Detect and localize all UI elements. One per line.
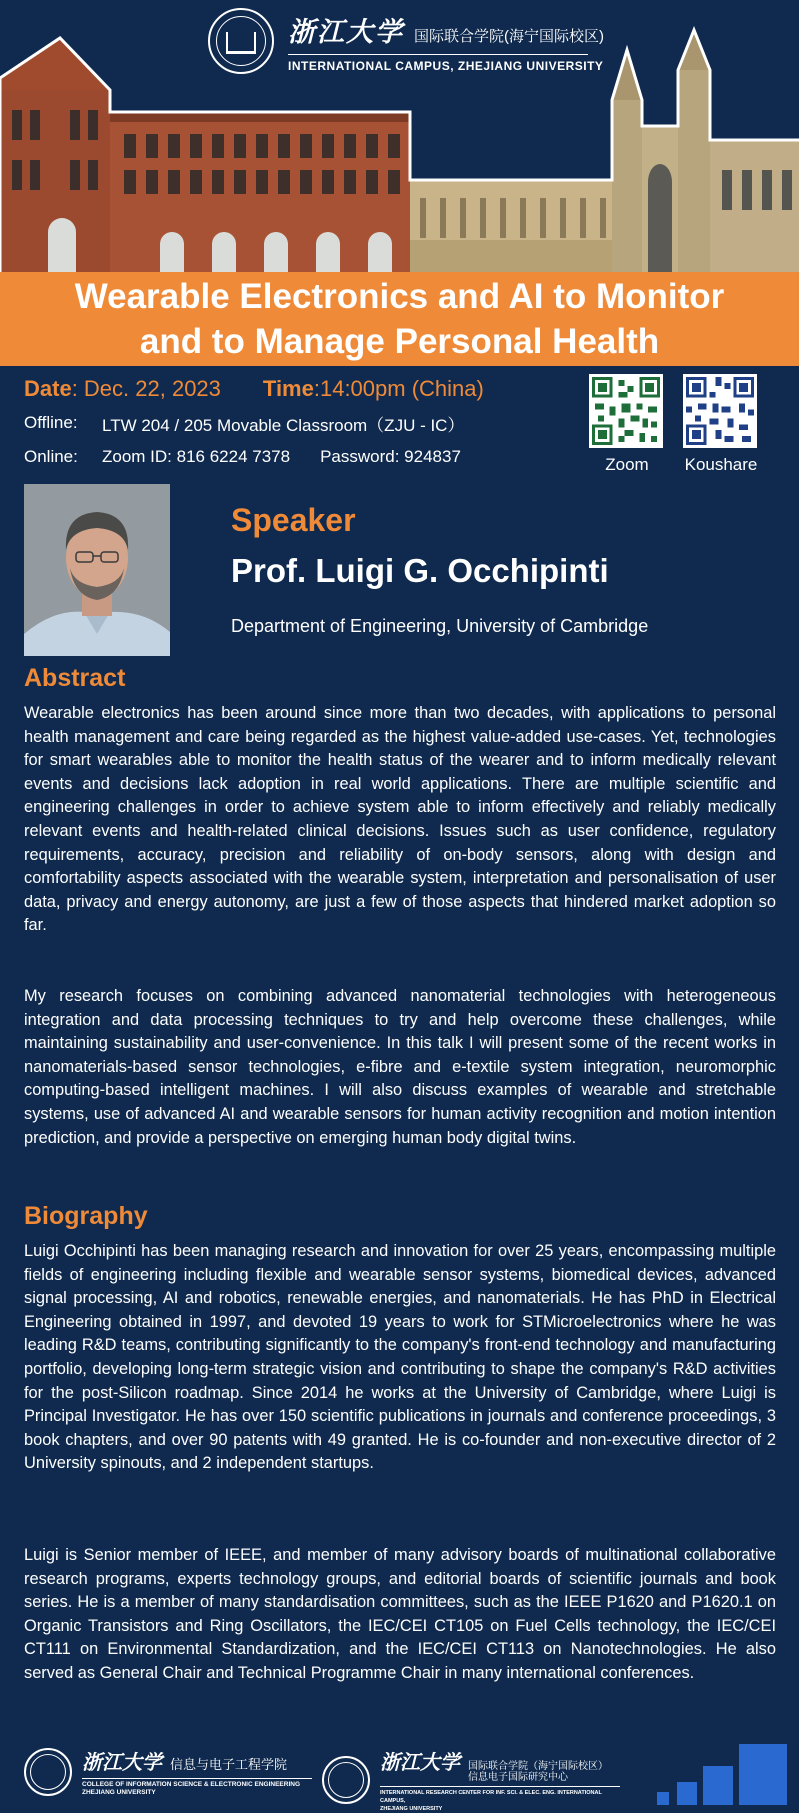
zoom-qr-code-icon[interactable]	[589, 374, 663, 448]
footer-left-divider	[82, 1778, 312, 1779]
offline-row	[24, 406, 584, 440]
event-title-line1: Wearable Electronics and AI to Monitor	[74, 277, 725, 316]
footer-square-small	[677, 1782, 697, 1805]
date-time-row	[24, 372, 584, 406]
footer-left-en1: COLLEGE OF INFORMATION SCIENCE & ELECTRONIC ENGINEERING	[82, 1781, 300, 1788]
footer-left-cn-sub: 信息与电子工程学院	[170, 1757, 288, 1772]
time-label: Time	[262, 376, 314, 401]
date-value: : Dec. 22, 2023	[71, 376, 221, 401]
abstract-paragraph-1: Wearable electronics has been around since more than two decades, with applications to personal health management and care being regarded as the highest value-added use-cases. Yet, technologies for smart wearables able to monitor the health status of the wearer and to inform medically relevant events and decisions lack adoption in real world applications. There are multiple scientific and engineering challenges in order to achieve system able to inform effectively and reliably medically relevant events and health-related clinical decisions. Issues such as user confidence, regulatory requirements, accuracy, precision and reliability of on-body sensors, along with design and comfortability aspects associated with the wearable system, interpretation and personalisation of user data, privacy and energy autonomy, are just a few of those aspects that hindered market adoption so far.	[24, 704, 776, 935]
event-info	[24, 372, 584, 474]
biography-heading: Biography	[24, 1202, 148, 1230]
logo-en: INTERNATIONAL CAMPUS, ZHEJIANG UNIVERSITY	[288, 58, 604, 73]
footer-logo-ic	[322, 1746, 620, 1813]
koushare-qr-code-icon[interactable]	[683, 374, 757, 448]
online-label: Online:	[24, 447, 78, 466]
logo-cn: 浙江大学	[288, 16, 404, 48]
biography-paragraph-1: Luigi Occhipinti has been managing research and innovation for over 25 years, encompassing multiple fields of engineering including flexible and wearable sensor systems, biomedical devices, advanced signal processing, AI and robotics, renewable energies, and nanomaterials. He has PhD in Electrical Engineering obtained in 1997, and devoted 19 years to work for STMicroelectronics where he was leading R&D teams, contributing significantly to the company's front-end technology and manufacturing portfolio, developing long-term strategic vision and contributing to shape the company's R&D activities for the post-Silicon roadmap. Since 2014 he works at the University of Cambridge, where Luigi is Principal Investigator. He has over 150 scientific publications in journals and conference proceedings, 3 book chapters, and over 90 patents with 49 granted. He is co-founder and non-executive director of 2 University spinouts, and 2 independent startups.	[24, 1242, 776, 1473]
footer-right-en1: INTERNATIONAL RESEARCH CENTER FOR INF. SCI. & ELEC. ENG. INTERNATIONAL CAMPUS,	[380, 1790, 602, 1804]
zoom-password: Password: 924837	[320, 447, 461, 466]
online-row	[24, 440, 584, 474]
zoom-qr-caption: Zoom	[605, 455, 649, 474]
zju-seal-icon	[208, 8, 274, 74]
title-band	[0, 272, 799, 366]
event-title	[20, 274, 780, 364]
abstract-paragraph-2: My research focuses on combining advanced nanomaterial technologies with heterogeneous integration and data processing techniques to try and help overcome these challenges, while maintaining sustainability and user-convenience. In this talk I will present some of the recent works in nanomaterials-based sensor technologies, e-fibre and e-textile system integration, neuromorphic computing-based intelligent machines. I will also discuss examples of wearable and stretchable systems, use of advanced AI and wearable sensors for human activity recognition and motion intention prediction, and provide a perspective on emerging human body digital twins.	[24, 987, 776, 1147]
koushare-qr[interactable]	[683, 374, 759, 475]
footer-square-medium	[703, 1766, 733, 1805]
logo-cn-sub: 国际联合学院(海宁国际校区)	[414, 27, 604, 45]
footer-zju-seal-icon	[24, 1748, 72, 1796]
abstract-heading: Abstract	[24, 664, 126, 692]
biography-paragraph-2: Luigi is Senior member of IEEE, and member of many advisory boards of multinational collaborative research programs, experts technology groups, and editorial boards of scientific journals and book series. He is a member of many standardisation committees, such as the IEEE P1620 and P1620.1 on Organic Transistors and Ring Oscillators, the IEC/CEI CT105 on Fuel Cells technology, the IEC/CEI CT111 on Environmental Standardization, and the IEC/CEI CT113 on Nanotechnologies. He also served as General Chair and Technical Programme Chair in many international conferences.	[24, 1546, 776, 1682]
footer-right-cn-sub1: 国际联合学院（海宁国际校区）	[468, 1761, 608, 1772]
footer-left-cn: 浙江大学	[82, 1750, 162, 1774]
event-title-line2: and to Manage Personal Health	[139, 322, 660, 361]
footer-right-cn: 浙江大学	[380, 1750, 460, 1774]
koushare-qr-caption: Koushare	[684, 455, 758, 474]
speaker-label: Speaker	[231, 502, 356, 538]
footer	[0, 1738, 799, 1812]
footer-right-divider	[380, 1786, 620, 1787]
time-value: :14:00pm (China)	[313, 376, 484, 401]
footer-square-large	[739, 1744, 787, 1805]
footer-right-en2: ZHEJIANG UNIVERSITY	[380, 1806, 443, 1812]
speaker-department: Department of Engineering, University of Cambridge	[231, 616, 649, 636]
footer-left-en2: ZHEJIANG UNIVERSITY	[82, 1789, 156, 1796]
speaker-photo	[24, 484, 170, 656]
offline-label: Offline:	[24, 413, 78, 432]
zoom-id: Zoom ID: 816 6224 7378	[102, 447, 291, 466]
offline-value: LTW 204 / 205 Movable Classroom（ZJU - IC）	[102, 415, 465, 435]
footer-square-tiny	[657, 1792, 669, 1805]
speaker-name: Prof. Luigi G. Occhipinti	[231, 552, 609, 589]
footer-decorative-squares	[629, 1738, 789, 1805]
date-label: Date	[24, 376, 72, 401]
footer-ic-seal-icon	[322, 1756, 370, 1804]
footer-right-cn-sub2: 信息电子国际研究中心	[468, 1772, 568, 1783]
header-logo	[208, 8, 604, 74]
header	[0, 0, 799, 272]
logo-divider	[288, 54, 588, 55]
zoom-qr[interactable]	[589, 374, 665, 475]
footer-logo-isee	[24, 1746, 312, 1797]
